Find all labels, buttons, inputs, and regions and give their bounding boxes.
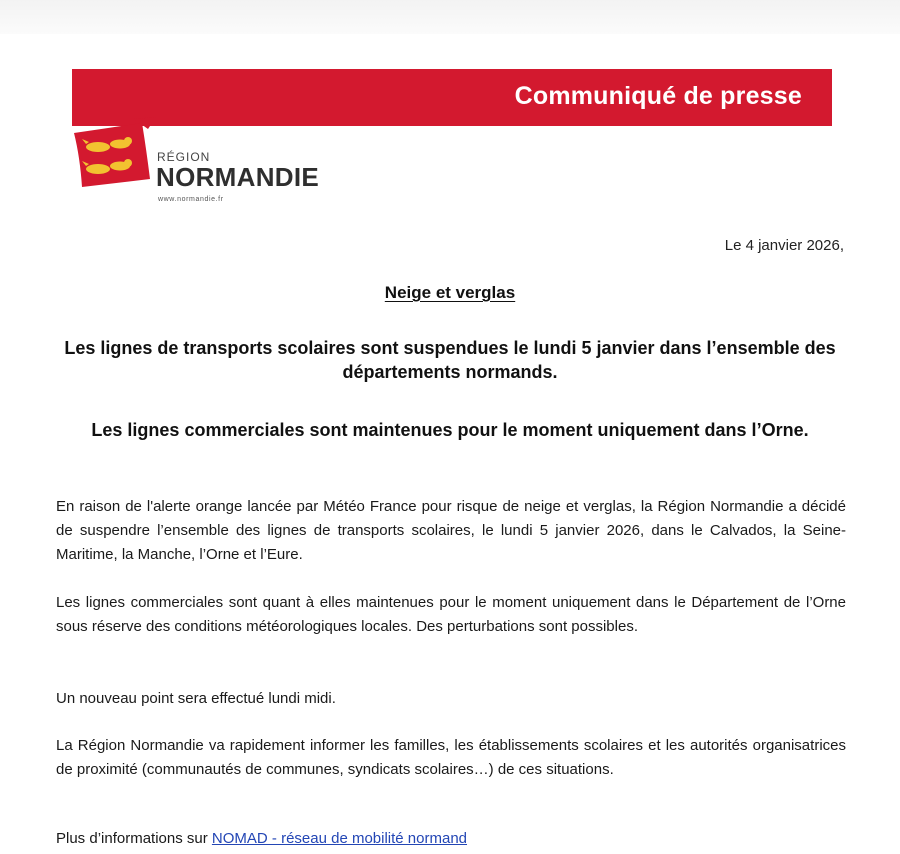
normandy-flag-icon bbox=[72, 117, 158, 193]
nomad-link[interactable]: NOMAD - réseau de mobilité normand bbox=[211, 830, 468, 847]
more-info-line bbox=[56, 827, 846, 851]
more-info-prefix: Plus d’informations sur bbox=[56, 830, 212, 847]
paragraph-inform: La Région Normandie va rapidement informer les familles, les établissements scolaires et les autorités organisatrices de proximité (communautés de communes, syndicats scolaires…) de ces situations. bbox=[56, 737, 846, 778]
banner-title: Communiqué de presse bbox=[514, 82, 802, 110]
paragraph-commercial: Les lignes commerciales sont quant à elles maintenues pour le moment uniquement dans le Département de l’Orne sous réserve des conditions météorologiques locales. Des perturbations sont possibles. bbox=[56, 594, 846, 635]
logo-url-text: www.normandie.fr bbox=[158, 196, 224, 203]
headline: Neige et verglas bbox=[384, 283, 516, 302]
logo-normandie-text: NORMANDIE bbox=[156, 162, 320, 192]
region-normandie-logo bbox=[72, 117, 362, 217]
release-date: Le 4 janvier 2026, bbox=[724, 237, 844, 254]
subheadline-commercial-lines: Les lignes commerciales sont maintenues pour le moment uniquement dans l’Orne. bbox=[91, 420, 809, 440]
logo-region-text: RÉGION bbox=[157, 150, 211, 164]
top-strip bbox=[0, 0, 900, 34]
subheadline-school-lines: Les lignes de transports scolaires sont suspendues le lundi 5 janvier dans l’ensemble des départements normands. bbox=[64, 338, 836, 382]
paragraph-alert: En raison de l'alerte orange lancée par Météo France pour risque de neige et verglas, la Région Normandie a décidé de suspendre l’ensemble des lignes de transports scolaires, le lundi 5 janvier 2026, dans le Calvados, la Seine-Maritime, la Manche, l’Orne et l’Eure. bbox=[56, 498, 846, 563]
paragraph-update: Un nouveau point sera effectué lundi midi. bbox=[56, 690, 336, 707]
